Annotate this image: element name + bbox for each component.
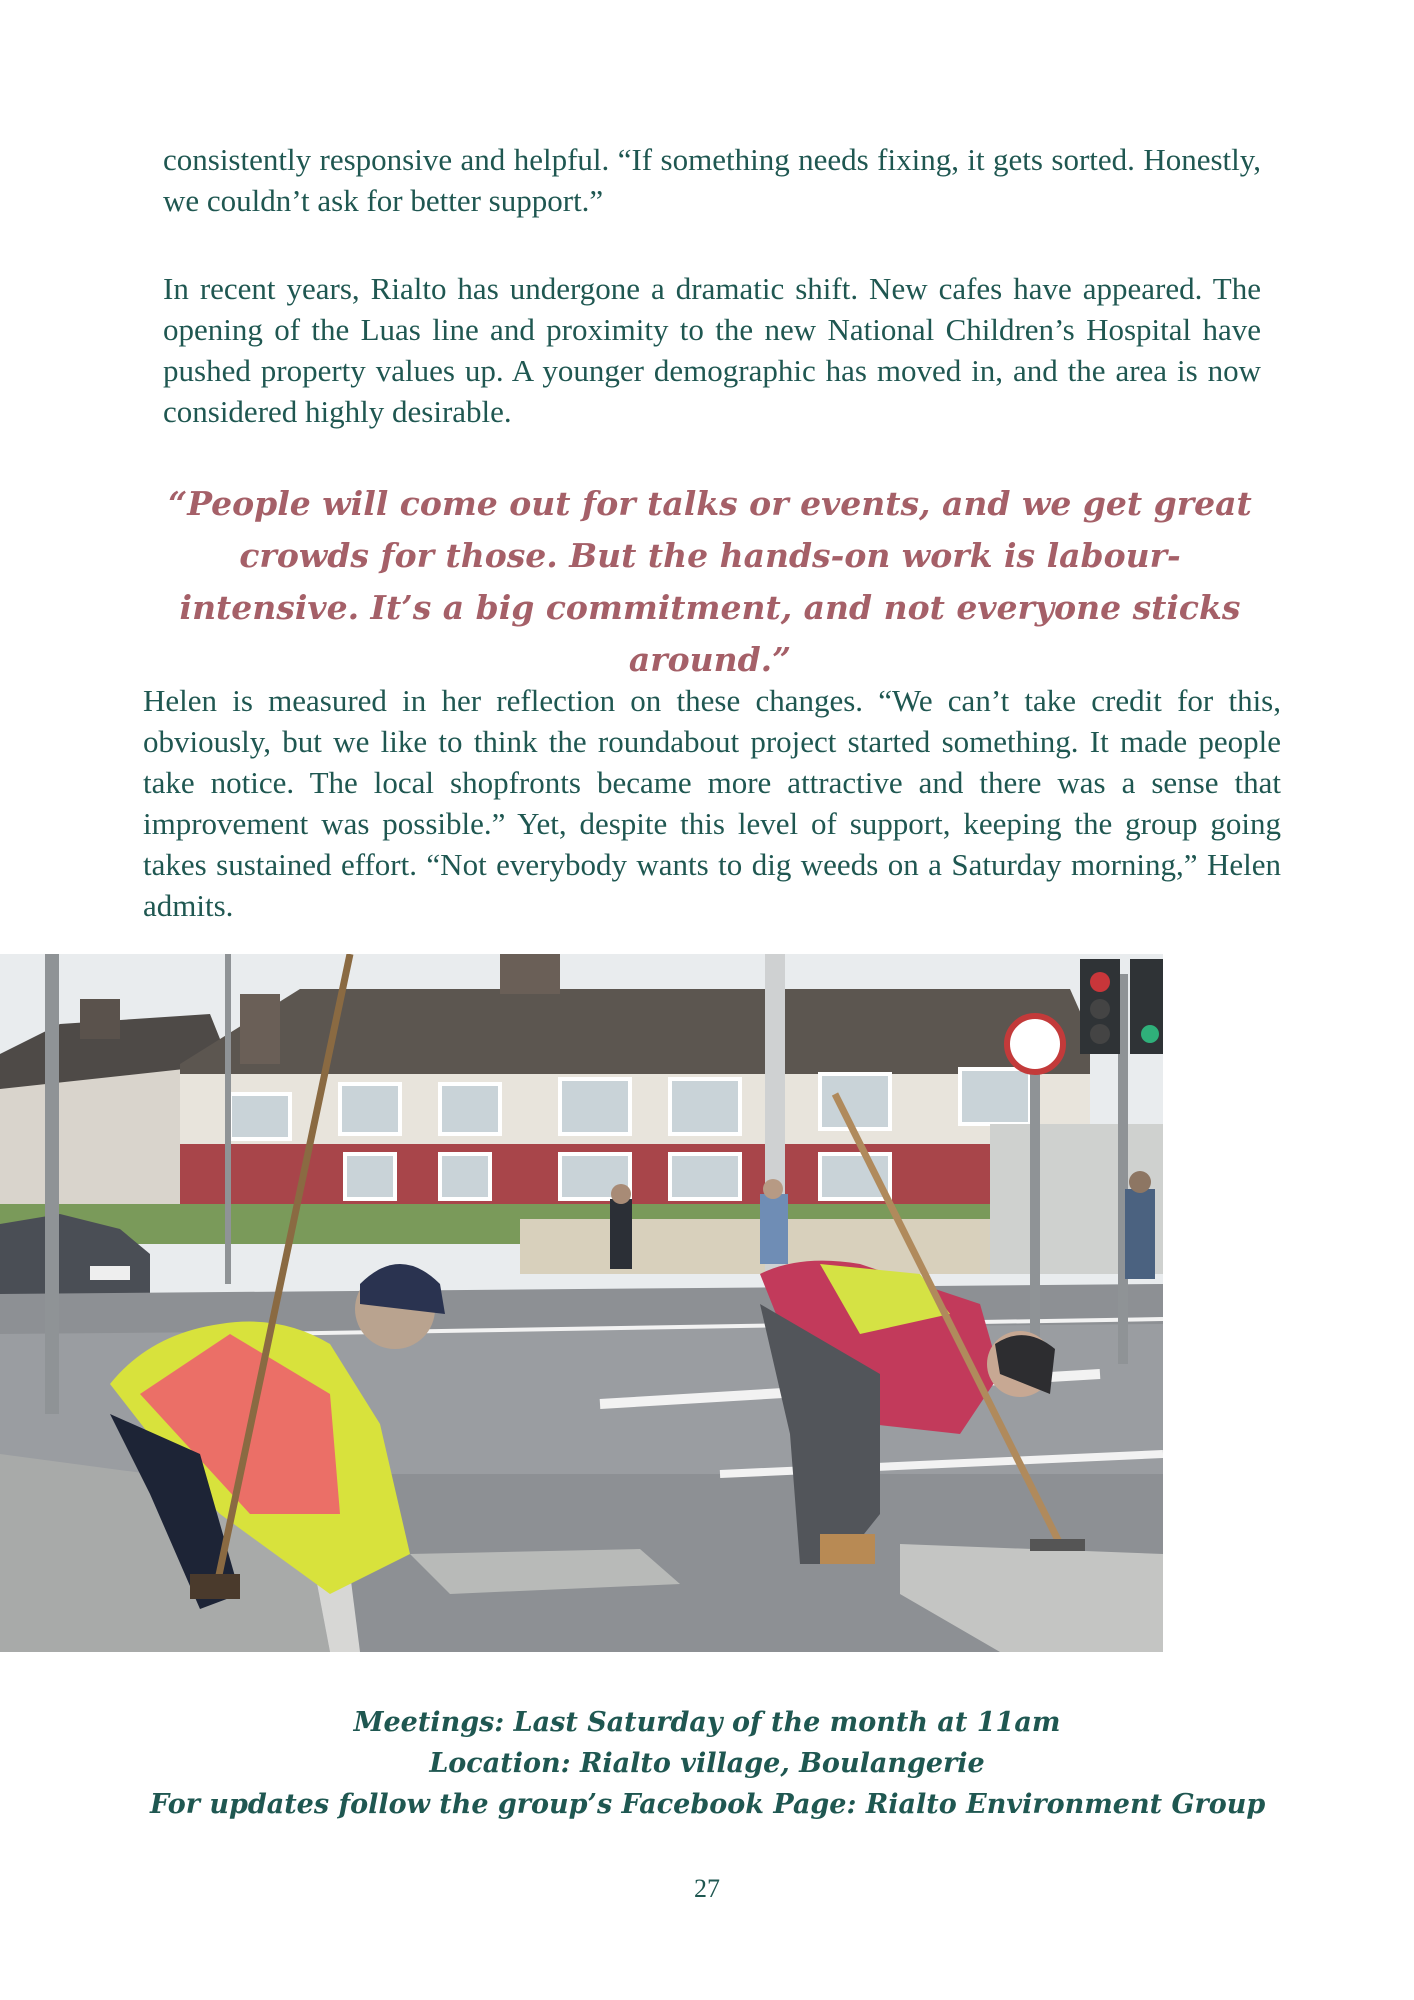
page-number: 27 bbox=[694, 1874, 720, 1903]
paragraph-1: consistently responsive and helpful. “If something needs fixing, it gets sorted. Honestly, we couldn’t ask for better support.” bbox=[163, 142, 1261, 218]
paragraph-3: Helen is measured in her reflection on these changes. “We can’t take credit for this, obviously, but we like to think the roundabout project started something. It made people take notice. The local shopfronts became more attractive and there was a sense that improvement was possible.” Yet, despite this level of support, keeping the group going takes sustained effort. “Not everybody wants to dig weeds on a Saturday morning,” Helen admits. bbox=[143, 683, 1281, 923]
group-info bbox=[150, 1702, 1264, 1825]
facebook-info: For updates follow the group’s Facebook Page: Rialto Environment Group bbox=[150, 1789, 1266, 1820]
meetings-info: Meetings: Last Saturday of the month at 11am bbox=[353, 1707, 1061, 1738]
location-info: Location: Rialto village, Boulangerie bbox=[429, 1748, 985, 1779]
paragraph-2: In recent years, Rialto has undergone a dramatic shift. New cafes have appeared. The opening of the Luas line and proximity to the new National Children’s Hospital have pushed property values up. A younger demographic has moved in, and the area is now considered highly desirable. bbox=[163, 271, 1261, 429]
volunteers-weeding-photo bbox=[0, 954, 1163, 1652]
pull-quote: “People will come out for talks or events, and we get great crowds for those. But the hands-on work is labour-intensive. It’s a big commitment, and not everyone sticks around.” bbox=[168, 484, 1252, 679]
